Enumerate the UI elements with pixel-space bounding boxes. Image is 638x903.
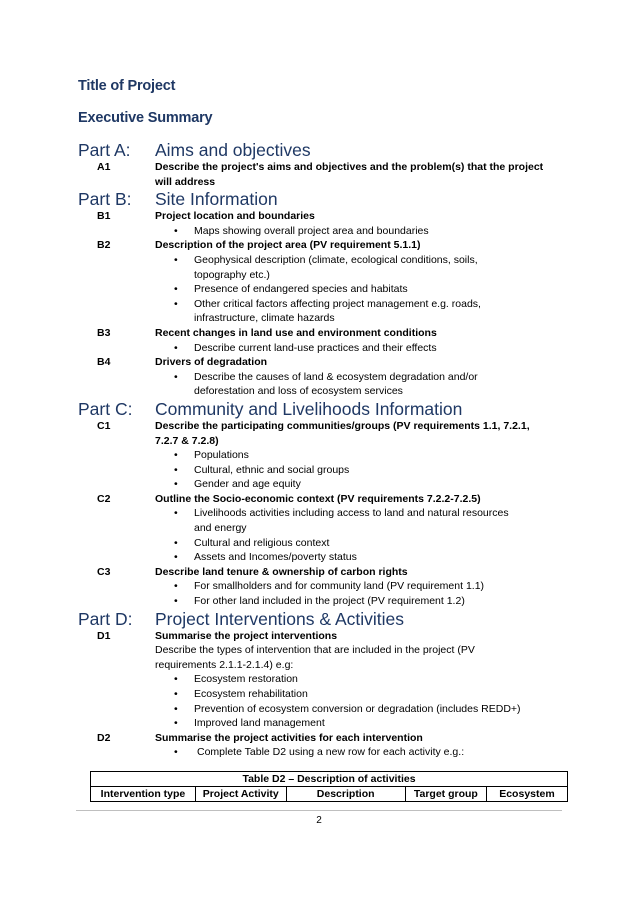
- section-item: [78, 419, 568, 448]
- table-header-row: [91, 787, 568, 802]
- bullet-line: Maps showing overall project area and boundaries: [194, 224, 429, 237]
- part-heading: [78, 140, 568, 160]
- bullet-line: Prevention of ecosystem conversion or degradation (includes REDD+): [194, 702, 521, 715]
- bullet-list: [155, 579, 568, 608]
- table-caption-row: [91, 772, 568, 787]
- bullet-icon: •: [174, 702, 178, 715]
- heading-line: will address: [155, 175, 216, 188]
- column-header: Intervention type: [91, 787, 196, 802]
- heading-line: Describe the project's aims and objectives and the problem(s) that the project: [155, 161, 544, 173]
- bullet-line: For smallholders and for community land (PV requirement 1.1): [194, 580, 485, 593]
- section-item: [78, 731, 568, 746]
- section-heading: [155, 731, 568, 746]
- bullet-icon: •: [174, 253, 178, 266]
- section-heading: [155, 419, 568, 448]
- section-code: B4: [97, 356, 111, 369]
- bullet-line: For other land included in the project (PV requirement 1.2): [194, 595, 465, 608]
- bullet-icon: •: [174, 673, 178, 686]
- heading-line: Project location and boundaries: [155, 210, 315, 223]
- bullet-line: Cultural, ethnic and social groups: [194, 463, 350, 476]
- bullet-list: [155, 253, 568, 326]
- section-heading: [155, 326, 568, 341]
- bullet-line: Geophysical description (climate, ecological conditions, soils,: [194, 253, 478, 266]
- bullet-icon: •: [174, 551, 178, 564]
- part-title: Community and Livelihoods Information: [155, 398, 463, 419]
- bullet-line: Presence of endangered species and habitats: [194, 283, 408, 296]
- list-item: [155, 506, 568, 535]
- heading-line: Outline the Socio-economic context (PV requirements 7.2.2-7.2.5): [155, 492, 481, 505]
- part-label: Part A:: [78, 140, 131, 160]
- list-item: [155, 672, 568, 687]
- activities-table-wrapper: [90, 771, 568, 802]
- list-item: [155, 745, 568, 760]
- document-title: Title of Project: [78, 78, 176, 94]
- bullet-line: Describe the causes of land & ecosystem degradation and/or: [194, 370, 478, 383]
- section-item: [78, 238, 568, 253]
- activities-table: [90, 771, 568, 802]
- section-item: [78, 355, 568, 370]
- bullet-line: Complete Table D2 using a new row for each activity e.g.:: [197, 746, 465, 759]
- section-code: B1: [97, 210, 111, 223]
- list-item: [155, 594, 568, 609]
- list-item: [155, 448, 568, 463]
- section-item: [78, 492, 568, 507]
- bullet-icon: •: [174, 746, 178, 759]
- section-code: C1: [97, 419, 111, 432]
- bullet-icon: •: [174, 717, 178, 730]
- bullet-line: and energy: [194, 522, 247, 535]
- heading-line: Summarise the project activities for each intervention: [155, 731, 423, 744]
- section-heading: [155, 492, 568, 507]
- list-item: [155, 253, 568, 282]
- heading-line: Drivers of degradation: [155, 356, 268, 369]
- bullet-list: [155, 506, 568, 564]
- document-body: [78, 140, 568, 760]
- bullet-line: Other critical factors affecting project management e.g. roads,: [194, 297, 481, 310]
- column-header: Description: [286, 787, 405, 802]
- list-item: [155, 716, 568, 731]
- section-heading: [155, 209, 568, 224]
- list-item: [155, 370, 568, 399]
- section-code: D2: [97, 731, 111, 744]
- list-item: [155, 282, 568, 297]
- bullet-list: [155, 745, 568, 760]
- section-code: C3: [97, 565, 111, 578]
- bullet-line: Ecosystem rehabilitation: [194, 688, 308, 700]
- bullet-line: Assets and Incomes/poverty status: [194, 551, 357, 564]
- column-header: Target group: [405, 787, 486, 802]
- part-heading: [78, 609, 568, 629]
- list-item: [155, 702, 568, 717]
- bullet-icon: •: [174, 224, 178, 237]
- bullet-line: Livelihoods activities including access to land and natural resources: [194, 507, 509, 520]
- bullet-icon: •: [174, 341, 178, 354]
- section-heading: [155, 238, 568, 253]
- section-item: [78, 565, 568, 580]
- bullet-line: Cultural and religious context: [194, 536, 330, 549]
- section-heading: [155, 355, 568, 370]
- page-number: 2: [316, 815, 322, 826]
- part-title: Aims and objectives: [155, 140, 311, 160]
- list-item: [155, 687, 568, 702]
- bullet-list: [155, 448, 568, 492]
- bullet-list: [155, 370, 568, 399]
- bullet-icon: •: [174, 463, 178, 476]
- part-title: Site Information: [155, 189, 278, 210]
- part-label: Part B:: [78, 189, 132, 210]
- bullet-line: Ecosystem restoration: [194, 673, 298, 686]
- part-title: Project Interventions & Activities: [155, 608, 404, 629]
- section-code: B2: [97, 239, 111, 252]
- heading-line: 7.2.7 & 7.2.8): [155, 434, 219, 447]
- part-label: Part C:: [78, 398, 133, 419]
- executive-summary-heading: Executive Summary: [78, 110, 213, 126]
- heading-line: Recent changes in land use and environment conditions: [155, 326, 437, 339]
- bullet-icon: •: [174, 370, 178, 383]
- bullet-line: Describe current land-use practices and their effects: [194, 341, 437, 354]
- part-heading: [78, 399, 568, 419]
- list-item: [155, 297, 568, 326]
- bullet-list: [155, 224, 568, 239]
- bullet-list: [155, 341, 568, 356]
- bullet-icon: •: [174, 297, 178, 310]
- heading-line: Summarise the project interventions: [155, 629, 338, 642]
- bullet-line: infrastructure, climate hazards: [194, 312, 335, 325]
- list-item: [155, 341, 568, 356]
- list-item: [155, 579, 568, 594]
- list-item: [155, 536, 568, 551]
- bullet-icon: •: [174, 283, 178, 296]
- bullet-line: Populations: [194, 449, 249, 462]
- list-item: [155, 550, 568, 565]
- bullet-line: topography etc.): [194, 268, 270, 281]
- bullet-line: Gender and age equity: [194, 478, 301, 491]
- column-header: Project Activity: [195, 787, 286, 802]
- bullet-line: Improved land management: [194, 717, 325, 730]
- footer-divider: [76, 810, 562, 811]
- section-item: [78, 160, 568, 189]
- section-heading: [155, 160, 568, 189]
- section-item: [78, 209, 568, 224]
- heading-line: Description of the project area (PV requirement 5.1.1): [155, 239, 421, 252]
- section-paragraph: [155, 643, 568, 672]
- paragraph-line: requirements 2.1.1-2.1.4) e.g:: [155, 658, 294, 671]
- bullet-icon: •: [174, 449, 178, 462]
- section-code: B3: [97, 326, 111, 339]
- section-code: A1: [97, 161, 111, 173]
- bullet-icon: •: [174, 536, 178, 549]
- section-item: [78, 629, 568, 644]
- table-caption: Table D2 – Description of activities: [91, 772, 568, 787]
- section-heading: [155, 565, 568, 580]
- bullet-icon: •: [174, 580, 178, 593]
- list-item: [155, 477, 568, 492]
- section-code: C2: [97, 492, 111, 505]
- heading-line: Describe land tenure & ownership of carbon rights: [155, 565, 408, 578]
- bullet-line: deforestation and loss of ecosystem services: [194, 385, 403, 398]
- bullet-icon: •: [174, 478, 178, 491]
- column-header: Ecosystem: [486, 787, 567, 802]
- bullet-list: [155, 672, 568, 730]
- list-item: [155, 224, 568, 239]
- bullet-icon: •: [174, 688, 178, 700]
- section-code: D1: [97, 629, 111, 642]
- paragraph-line: Describe the types of intervention that are included in the project (PV: [155, 644, 475, 657]
- bullet-icon: •: [174, 507, 178, 520]
- list-item: [155, 463, 568, 478]
- section-item: [78, 326, 568, 341]
- bullet-icon: •: [174, 595, 178, 608]
- heading-line: Describe the participating communities/groups (PV requirements 1.1, 7.2.1,: [155, 419, 530, 432]
- section-heading: [155, 629, 568, 644]
- part-heading: [78, 189, 568, 209]
- part-label: Part D:: [78, 608, 133, 629]
